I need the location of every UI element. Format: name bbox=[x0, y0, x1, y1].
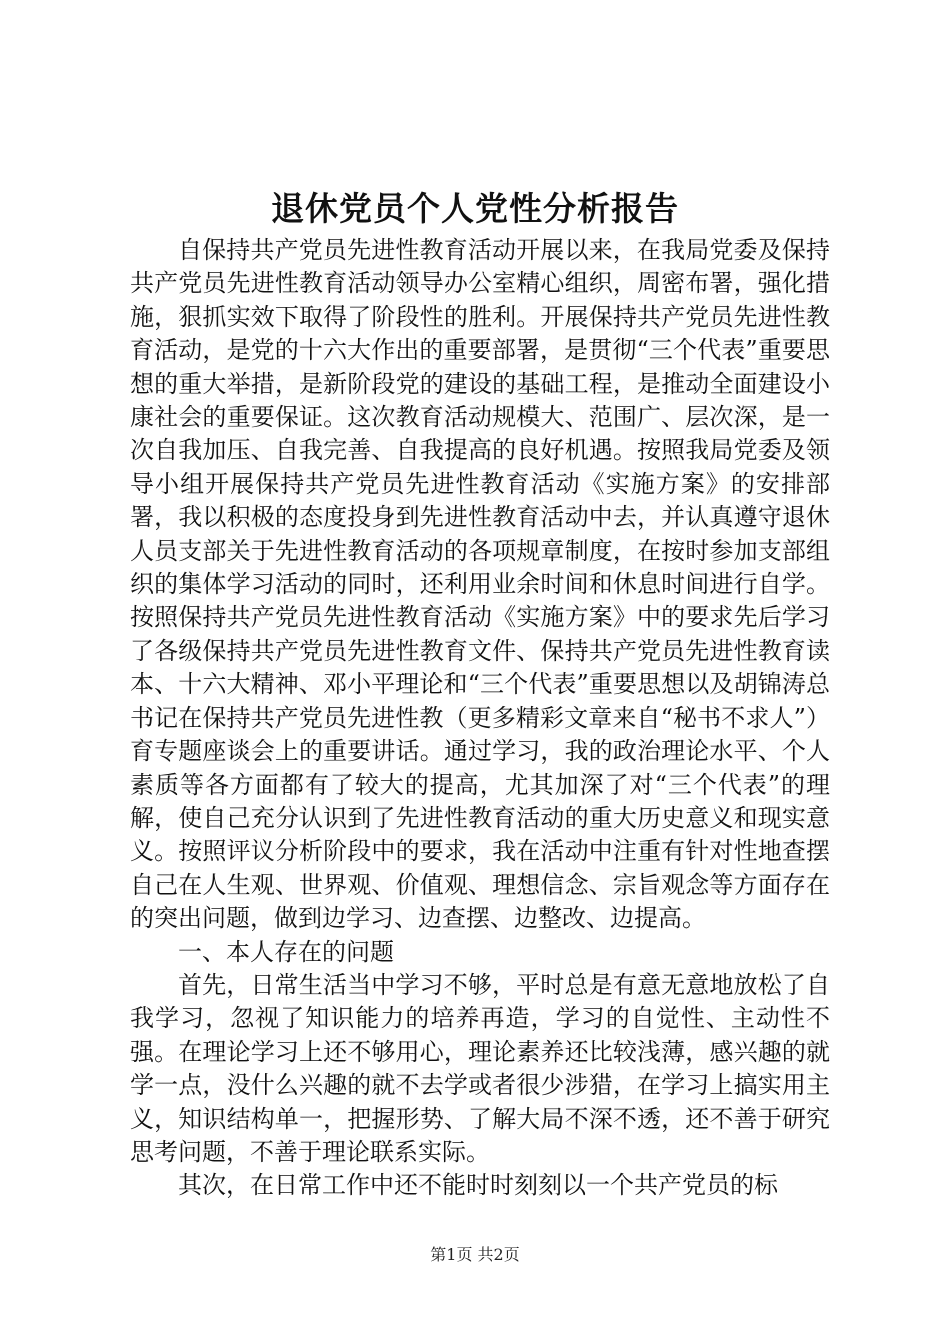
paragraph-intro: 自保持共产党员先进性教育活动开展以来，在我局党委及保持共产党员先进性教育活动领导办公室精心组织，周密布署，强化措施，狠抓实效下取得了阶段性的胜利。开展保持共产党员先进性教育活动，是党的十六大作出的重要部署，是贯彻“三个代表”重要思想的重大举措，是新阶段党的建设的基础工程，是推动全面建设小康社会的重要保证。这次教育活动规模大、范围广、层次深，是一次自我加压、自我完善、自我提高的良好机遇。按照我局党委及领导小组开展保持共产党员先进性教育活动《实施方案》的安排部署，我以积极的态度投身到先进性教育活动中去，并认真遵守退休人员支部关于先进性教育活动的各项规章制度，在按时参加支部组织的集体学习活动的同时，还利用业余时间和休息时间进行自学。按照保持共产党员先进性教育活动《实施方案》中的要求先后学习了各级保持共产党员先进性教育文件、保持共产党员先进性教育读本、十六大精神、邓小平理论和“三个代表”重要思想以及胡锦涛总书记在保持共产党员先进性教（更多精彩文章来自“秘书不求人”）育专题座谈会上的重要讲话。通过学习，我的政治理论水平、个人素质等各方面都有了较大的提高，尤其加深了对“三个代表”的理解，使自己充分认识到了先进性教育活动的重大历史意义和现实意义。按照评议分析阶段中的要求，我在活动中注重有针对性地查摆自己在人生观、世界观、价值观、理想信念、宗旨观念等方面存在的突出问题，做到边学习、边查摆、边整改、边提高。 bbox=[130, 236, 830, 933]
document-body bbox=[130, 234, 830, 1203]
section-heading-problems: 一、本人存在的问题 bbox=[178, 937, 394, 966]
document-title: 退休党员个人党性分析报告 bbox=[271, 189, 679, 228]
paragraph-second-problem: 其次，在日常工作中还不能时时刻刻以一个共产党员的标 bbox=[178, 1171, 778, 1200]
page-footer: 第1页 共2页 bbox=[430, 1245, 520, 1264]
paragraph-first-problem: 首先，日常生活当中学习不够，平时总是有意无意地放松了自我学习，忽视了知识能力的培养再造，学习的自觉性、主动性不强。在理论学习上还不够用心，理论素养还比较浅薄，感兴趣的就学一点，没什么兴趣的就不去学或者很少涉猎，在学习上搞实用主义，知识结构单一，把握形势、了解大局不深不透，还不善于研究思考问题，不善于理论联系实际。 bbox=[130, 970, 830, 1166]
